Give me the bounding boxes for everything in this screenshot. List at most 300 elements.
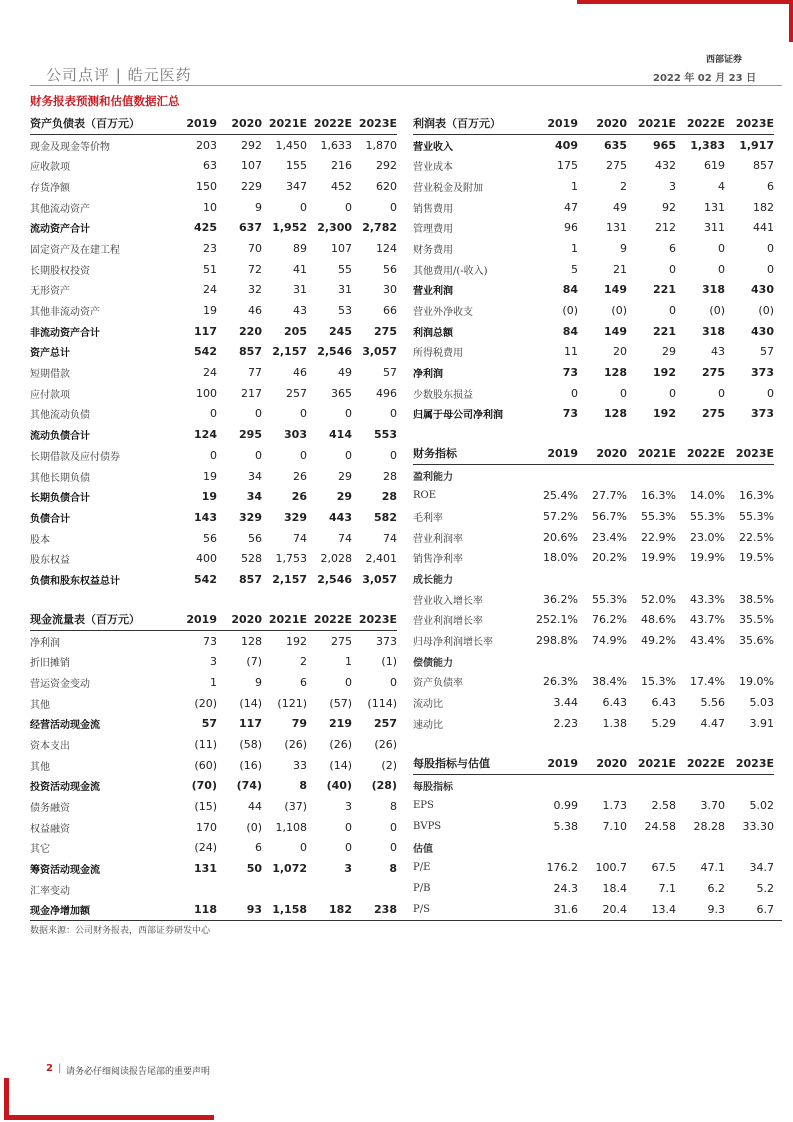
cell-value: 1 [571, 179, 578, 193]
cell-value: 292 [241, 138, 262, 152]
cell-value: 3.44 [553, 696, 578, 710]
cell-value [529, 568, 578, 589]
cell-value: (16) [239, 758, 262, 772]
cell-value: 24.3 [553, 881, 578, 895]
cell-value: 155 [286, 159, 307, 173]
table-row [413, 568, 774, 589]
cell-value: 16.3% [739, 489, 774, 503]
cell-value: 9 [255, 675, 262, 689]
cell-value [262, 879, 307, 900]
year-header: 2023E [725, 443, 774, 464]
cell-value: 93 [246, 903, 262, 917]
table-row [413, 404, 774, 425]
cell-value: 0 [390, 200, 397, 214]
row-label: 少数股东损益 [413, 389, 473, 401]
row-label: 其他 [30, 699, 50, 711]
cell-value: 528 [241, 552, 262, 566]
cell-value: 192 [653, 366, 676, 380]
footer-separator: | [58, 1063, 62, 1074]
data-source-note: 数据来源：公司财务报表，西部证券研发中心 [30, 926, 211, 936]
cell-value: 432 [655, 159, 676, 173]
row-label: 销售净利率 [413, 554, 463, 566]
cell-value: 582 [374, 510, 397, 524]
cell-value: 44 [248, 800, 262, 814]
row-label: BVPS [413, 820, 442, 832]
table-row [413, 134, 774, 155]
cell-value: 29 [336, 490, 352, 504]
cell-value: 55.3% [641, 509, 676, 523]
cell-value: 619 [704, 159, 725, 173]
cell-value: 131 [704, 200, 725, 214]
report-date: 2022 年 02 月 23 日 [653, 73, 757, 84]
cell-value: 252.1% [536, 613, 578, 627]
row-label: 存货净额 [30, 182, 70, 194]
cell-value: 6.43 [602, 696, 627, 710]
cell-value: 275 [374, 324, 397, 338]
cell-value: 303 [284, 428, 307, 442]
table-row [413, 342, 774, 363]
cell-value: 38.5% [739, 592, 774, 606]
table-row [413, 774, 774, 795]
cell-value: 107 [331, 241, 352, 255]
cell-value: (0) [562, 304, 578, 318]
row-label: 流动负债合计 [30, 431, 90, 443]
cell-value: 0 [390, 407, 397, 421]
cell-value: 117 [194, 324, 217, 338]
cell-value: 2.58 [651, 799, 676, 813]
table-header-row [30, 113, 397, 134]
row-label: 资本支出 [30, 740, 70, 752]
cell-value [578, 837, 627, 858]
cell-value: (1) [381, 655, 397, 669]
table-row [30, 548, 397, 569]
table-header-row [413, 443, 774, 464]
cell-value: 47 [564, 200, 578, 214]
cell-value: 26.3% [543, 675, 578, 689]
row-label: P/E [413, 862, 431, 874]
cell-value: 0 [345, 200, 352, 214]
cell-value: 3 [345, 800, 352, 814]
cell-value: 1.73 [602, 799, 627, 813]
cell-value: 15.3% [641, 675, 676, 689]
cell-value: 63 [203, 159, 217, 173]
cell-value: 0 [255, 407, 262, 421]
cell-value: 857 [753, 159, 774, 173]
row-label: 其他流动负债 [30, 410, 90, 422]
cell-value [578, 568, 627, 589]
cell-value: 7.1 [658, 881, 676, 895]
cell-value: (57) [329, 696, 352, 710]
row-label: 负债和股东权益总计 [30, 575, 120, 587]
cell-value: 275 [702, 407, 725, 421]
table-row [30, 630, 397, 651]
cell-value: 4.47 [700, 716, 725, 730]
cell-value: (26) [329, 737, 352, 751]
cell-value: 275 [702, 366, 725, 380]
table-title: 利润表（百万元） [413, 113, 529, 134]
year-header: 2020 [217, 609, 262, 630]
table-row [30, 776, 397, 797]
cell-value: 33 [293, 758, 307, 772]
cell-value: 2.23 [553, 716, 578, 730]
table-row [30, 155, 397, 176]
cell-value: 1,633 [320, 138, 352, 152]
cell-value: 33.30 [742, 819, 774, 833]
cell-value: 0 [390, 675, 397, 689]
cell-value: (15) [194, 800, 217, 814]
balance-sheet-table [30, 113, 397, 590]
cell-value: (37) [284, 800, 307, 814]
cell-value: 10 [203, 200, 217, 214]
cell-value: 0 [300, 841, 307, 855]
cell-value: 441 [753, 221, 774, 235]
cell-value: 1,870 [365, 138, 397, 152]
cell-value [676, 774, 725, 795]
cell-value [725, 464, 774, 485]
cell-value: 73 [562, 366, 578, 380]
row-label: 估值 [413, 843, 433, 855]
cell-value: 43 [711, 345, 725, 359]
cell-value: (14) [239, 696, 262, 710]
cell-value: 430 [751, 324, 774, 338]
cell-value: 11 [564, 345, 578, 359]
cell-value: 49 [613, 200, 627, 214]
cell-value: 55.3% [739, 509, 774, 523]
cell-value: 31.6 [553, 902, 578, 916]
cell-value: 73 [203, 634, 217, 648]
cell-value: 107 [241, 159, 262, 173]
cell-value: 1,952 [272, 221, 307, 235]
cell-value: 553 [374, 428, 397, 442]
cell-value: 9.3 [707, 902, 725, 916]
cell-value [627, 464, 676, 485]
table-row [30, 796, 397, 817]
year-header: 2023E [352, 609, 397, 630]
table-row [30, 342, 397, 363]
row-label: 其他 [30, 761, 50, 773]
cash-flow-table [30, 609, 397, 920]
cell-value: 21 [613, 262, 627, 276]
cell-value: 318 [702, 324, 725, 338]
cell-value: 20 [613, 345, 627, 359]
cell-value: 23.4% [592, 530, 627, 544]
cell-value: 72 [248, 262, 262, 276]
cell-value: 2,546 [317, 345, 352, 359]
cell-value: 257 [374, 717, 397, 731]
cell-value: 0 [669, 386, 676, 400]
cell-value: 73 [562, 407, 578, 421]
per_share-grid [413, 753, 774, 920]
cell-value: 96 [564, 221, 578, 235]
row-label: 其他长期负债 [30, 472, 90, 484]
cell-value: 5.29 [651, 716, 676, 730]
cell-value [172, 879, 217, 900]
row-label: 流动资产合计 [30, 224, 90, 236]
table-row [30, 900, 397, 921]
cell-value: 70 [248, 241, 262, 255]
row-label: 成长能力 [413, 574, 453, 586]
cell-value: 9 [620, 241, 627, 255]
row-label: P/S [413, 903, 430, 915]
row-label: 营业收入 [413, 141, 453, 153]
cell-value: 4 [718, 179, 725, 193]
cell-value [676, 651, 725, 672]
table-row [30, 734, 397, 755]
table-bottom-rule [30, 920, 782, 921]
cell-value: 19.9% [641, 551, 676, 565]
cell-value: 131 [606, 221, 627, 235]
cell-value: (74) [236, 779, 262, 793]
cell-value: 2,300 [317, 221, 352, 235]
table-title: 每股指标与估值 [413, 753, 529, 774]
cell-value: 18.0% [543, 551, 578, 565]
cell-value: 1 [571, 241, 578, 255]
row-label: 投资活动现金流 [30, 782, 100, 794]
cell-value: (20) [194, 696, 217, 710]
row-label: 净利润 [30, 637, 60, 649]
cell-value: 22.9% [641, 530, 676, 544]
disclaimer-text: 请务必仔细阅读报告尾部的重要声明 [66, 1067, 211, 1077]
cell-value: 5.38 [553, 819, 578, 833]
cell-value: 150 [196, 179, 217, 193]
cell-value: 0 [300, 407, 307, 421]
row-label: 现金及现金等价物 [30, 141, 110, 153]
row-label: 营业成本 [413, 162, 453, 174]
cell-value: 857 [239, 345, 262, 359]
table-row [30, 404, 397, 425]
cell-value: 14.0% [690, 489, 725, 503]
row-label: 筹资活动现金流 [30, 865, 100, 877]
cell-value: 48.6% [641, 613, 676, 627]
row-label: 每股指标 [413, 781, 453, 793]
cell-value: 128 [604, 407, 627, 421]
row-label: 偿债能力 [413, 657, 453, 669]
cell-value: 373 [751, 407, 774, 421]
row-label: 营业税金及附加 [413, 182, 483, 194]
year-header: 2020 [578, 753, 627, 774]
cell-value: 7.10 [602, 819, 627, 833]
cell-value: 425 [194, 221, 217, 235]
table-row [30, 217, 397, 238]
table-row [30, 755, 397, 776]
table-row [413, 672, 774, 693]
cell-value: 67.5 [651, 861, 676, 875]
cell-value: 46 [293, 366, 307, 380]
cell-value: 74 [383, 531, 397, 545]
cell-value: 19.9% [690, 551, 725, 565]
row-label: 汇率变动 [30, 885, 70, 897]
row-label: 负债合计 [30, 513, 70, 525]
cell-value: 182 [753, 200, 774, 214]
cell-value: (0) [709, 304, 725, 318]
table-row [413, 197, 774, 218]
table-row [413, 857, 774, 878]
cell-value: (24) [194, 841, 217, 855]
table-row [413, 506, 774, 527]
cell-value [627, 651, 676, 672]
row-label: 营业利润 [413, 286, 453, 298]
cell-value: 203 [196, 138, 217, 152]
cell-value: 175 [557, 159, 578, 173]
cell-value: 19 [203, 469, 217, 483]
table-row [30, 879, 397, 900]
cell-value: 0 [345, 820, 352, 834]
row-label: 股本 [30, 534, 50, 546]
cell-value: 0 [669, 262, 676, 276]
table-row [30, 507, 397, 528]
per-share-table [413, 753, 774, 920]
cell-value: 857 [239, 572, 262, 586]
cell-value: 36.2% [543, 592, 578, 606]
cell-value: 74 [338, 531, 352, 545]
cell-value: 0 [300, 448, 307, 462]
cell-value: 29 [338, 469, 352, 483]
cell-value: 9 [255, 200, 262, 214]
row-label: 归属于母公司净利润 [413, 410, 503, 422]
cell-value: 100 [196, 386, 217, 400]
cell-value: 1,450 [275, 138, 307, 152]
cash_flow-grid [30, 609, 397, 920]
row-label: 所得税费用 [413, 348, 463, 360]
cell-value: 19.0% [739, 675, 774, 689]
cell-value: 2 [620, 179, 627, 193]
cell-value: 8 [299, 779, 307, 793]
cell-value [352, 879, 397, 900]
table-row [30, 383, 397, 404]
cell-value: 35.6% [739, 634, 774, 648]
cell-value: (40) [326, 779, 352, 793]
cell-value: 17.4% [690, 675, 725, 689]
row-label: 短期借款 [30, 369, 70, 381]
cell-value: 1,072 [272, 862, 307, 876]
year-header: 2022E [307, 113, 352, 134]
cell-value: 5.2 [756, 881, 774, 895]
cell-value: 28 [381, 490, 397, 504]
cell-value: 221 [653, 324, 676, 338]
cell-value: (11) [194, 737, 217, 751]
cell-value: 452 [331, 179, 352, 193]
cell-value: 26 [291, 490, 307, 504]
cell-value [578, 774, 627, 795]
cell-value: 0 [345, 675, 352, 689]
cell-value: 1,158 [272, 903, 307, 917]
cell-value [725, 837, 774, 858]
cell-value: 496 [376, 386, 397, 400]
year-header: 2022E [307, 609, 352, 630]
cell-value: 46 [248, 304, 262, 318]
cell-value: 84 [562, 324, 578, 338]
row-label: 长期借款及应付债券 [30, 451, 120, 463]
year-header: 2020 [578, 113, 627, 134]
table-header-row [413, 113, 774, 134]
row-label: 营业收入增长率 [413, 595, 483, 607]
cell-value: 542 [194, 572, 217, 586]
cell-value: 66 [383, 304, 397, 318]
cell-value: 0 [345, 841, 352, 855]
year-header: 2022E [676, 113, 725, 134]
cell-value: 57 [383, 366, 397, 380]
cell-value: 74.9% [592, 634, 627, 648]
row-label: 无形资产 [30, 286, 70, 298]
financial_indicators-grid [413, 443, 774, 734]
cell-value: 965 [653, 138, 676, 152]
year-header: 2019 [172, 113, 217, 134]
cell-value: 24.58 [644, 819, 676, 833]
cell-value: (0) [758, 304, 774, 318]
cell-value: 5.56 [700, 696, 725, 710]
row-label: 其他非流动资产 [30, 307, 100, 319]
cell-value: 0 [345, 407, 352, 421]
cell-value: 2,546 [317, 572, 352, 586]
cell-value: 34 [248, 469, 262, 483]
cell-value: 0 [718, 386, 725, 400]
cell-value: 23 [203, 241, 217, 255]
cell-value: 620 [376, 179, 397, 193]
cell-value: 430 [751, 283, 774, 297]
table-row [30, 713, 397, 734]
cell-value: 2,028 [320, 552, 352, 566]
cell-value: 635 [604, 138, 627, 152]
cell-value [529, 837, 578, 858]
cell-value: 0 [390, 841, 397, 855]
cell-value: 170 [196, 820, 217, 834]
table-row [413, 651, 774, 672]
cell-value: 298.8% [536, 634, 578, 648]
cell-value: 38.4% [592, 675, 627, 689]
table-header-row [30, 609, 397, 630]
cell-value: 414 [329, 428, 352, 442]
cell-value: 0 [669, 304, 676, 318]
cell-value: 3.70 [700, 799, 725, 813]
page-number: 2 [46, 1063, 53, 1074]
cell-value: 245 [329, 324, 352, 338]
cell-value: 409 [555, 138, 578, 152]
cell-value: 43.4% [690, 634, 725, 648]
cell-value: 347 [286, 179, 307, 193]
table-row [30, 197, 397, 218]
cell-value: 1,753 [275, 552, 307, 566]
cell-value: 2,157 [272, 572, 307, 586]
cell-value: 0 [345, 448, 352, 462]
cell-value: 57 [760, 345, 774, 359]
table-row [413, 155, 774, 176]
cell-value: 30 [383, 283, 397, 297]
row-label: 管理费用 [413, 224, 453, 236]
cell-value: 13.4 [651, 902, 676, 916]
table-row [413, 899, 774, 920]
year-header: 2020 [578, 443, 627, 464]
balance_sheet-grid [30, 113, 397, 590]
cell-value: 57 [201, 717, 217, 731]
year-header: 2019 [529, 753, 578, 774]
row-label: 其他费用/(-收入) [413, 265, 488, 277]
cell-value: 84 [562, 283, 578, 297]
cell-value: (2) [381, 758, 397, 772]
cell-value: 18.4 [602, 881, 627, 895]
cell-value: 1,383 [690, 138, 725, 152]
cell-value: 41 [293, 262, 307, 276]
table-row [30, 176, 397, 197]
cell-value: 49.2% [641, 634, 676, 648]
cell-value: 275 [606, 159, 627, 173]
cell-value: 2 [300, 655, 307, 669]
cell-value: 275 [331, 634, 352, 648]
cell-value: 32 [248, 283, 262, 297]
row-label: 债务融资 [30, 803, 70, 815]
cell-value: 6 [255, 841, 262, 855]
table-row [30, 424, 397, 445]
cell-value: (114) [367, 696, 397, 710]
